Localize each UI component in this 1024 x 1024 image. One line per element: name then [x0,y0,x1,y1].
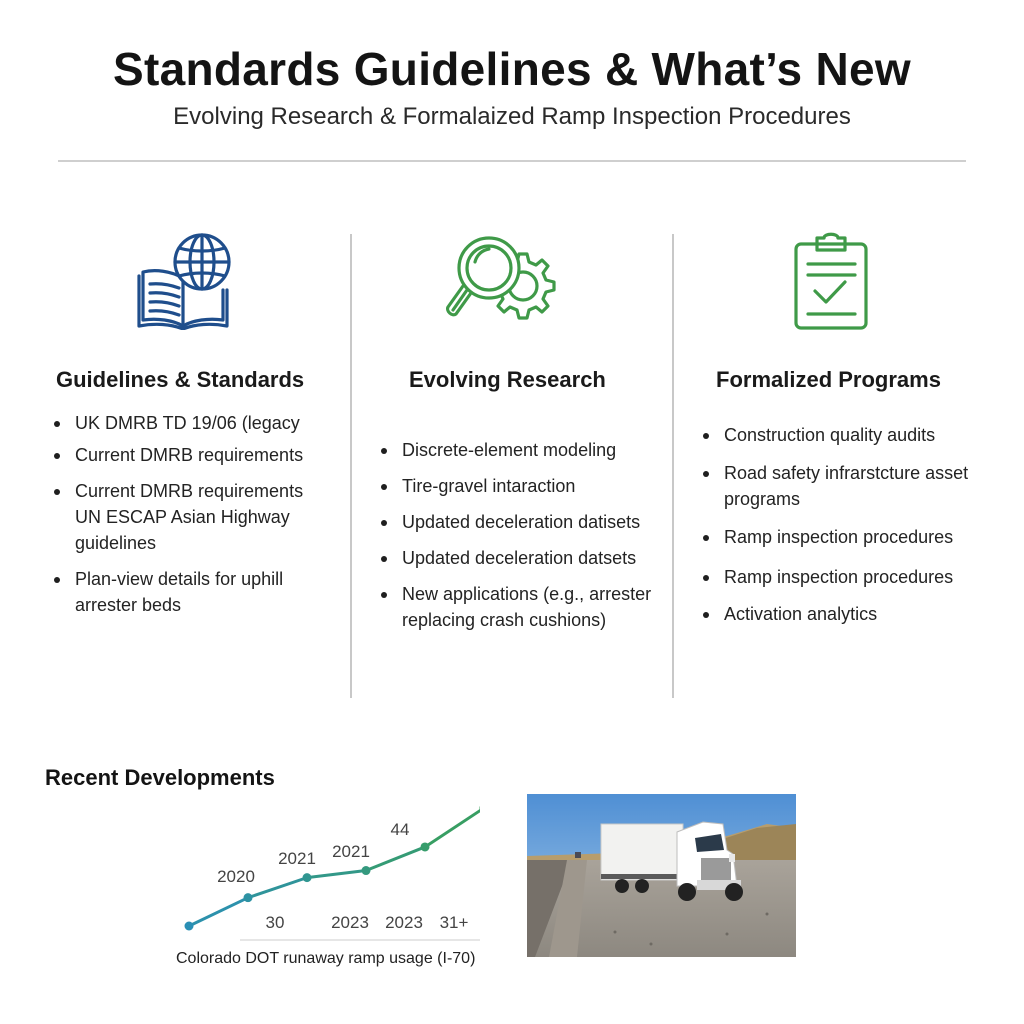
guidelines-list [54,410,329,618]
list-item: Ramp inspection procedures [703,524,983,550]
column-divider-1 [350,234,352,698]
list-item: Tire-gravel intaraction [381,473,666,499]
list-item: Road safety infrarstcture asset programs [703,460,983,512]
chart-point [362,866,371,875]
book-globe-icon [135,230,235,330]
page-subtitle: Evolving Research & Formalaized Ramp Inspection Procedures [173,103,851,130]
chart-tick-label: 30 [265,913,285,932]
magnifier-gear-icon [443,232,573,332]
list-item: Current DMRB requirements UN ESCAP Asian Highway guidelines [54,478,329,556]
programs-list [703,422,983,627]
truck-on-gravel-ramp-photo [527,794,796,957]
column-title-research: Evolving Research [409,367,606,392]
list-item: Construction quality audits [703,422,983,448]
chart-data-label: 44 [390,820,410,839]
chart-point [421,842,430,851]
header-divider [58,160,966,162]
list-item: Current DMRB requirements [54,442,329,468]
usage-line-chart [160,795,480,945]
section-title-recent: Recent Developments [45,765,275,790]
chart-line-segment [425,808,480,847]
page-title: Standards Guidelines & What’s New [112,43,911,95]
list-item: Activation analytics [703,601,983,627]
column-title-programs: Formalized Programs [716,367,941,392]
chart-line-segment [248,878,307,898]
column-title-guidelines: Guidelines & Standards [56,367,305,392]
chart-line-segment [189,898,248,926]
chart-caption: Colorado DOT runaway ramp usage (I-70) [176,950,476,967]
list-item: Updated deceleration datsets [381,545,666,571]
chart-data-label: 2020 [217,867,255,886]
chart-point [185,922,194,931]
chart-tick-label: 31+ [439,913,469,932]
list-item: Updated deceleration datisets [381,509,666,535]
list-item: New applications (e.g., arrester replacing crash cushions) [381,581,666,633]
chart-data-label: 2021 [278,849,316,868]
chart-line-segment [307,871,366,878]
list-item: Plan-view details for uphill arrester beds [54,566,329,618]
list-item: Ramp inspection procedures [703,564,983,590]
chart-tick-label: 2023 [331,913,369,932]
chart-point [303,873,312,882]
list-item: UK DMRB TD 19/06 (legacy [54,410,329,436]
list-item: Discrete-element modeling [381,437,666,463]
chart-tick-label: 2023 [385,913,423,932]
chart-line-segment [366,847,425,871]
clipboard-check-icon [793,232,869,332]
column-divider-2 [672,234,674,698]
chart-data-label: 2021 [332,842,370,861]
research-list [381,437,666,633]
chart-point [244,893,253,902]
